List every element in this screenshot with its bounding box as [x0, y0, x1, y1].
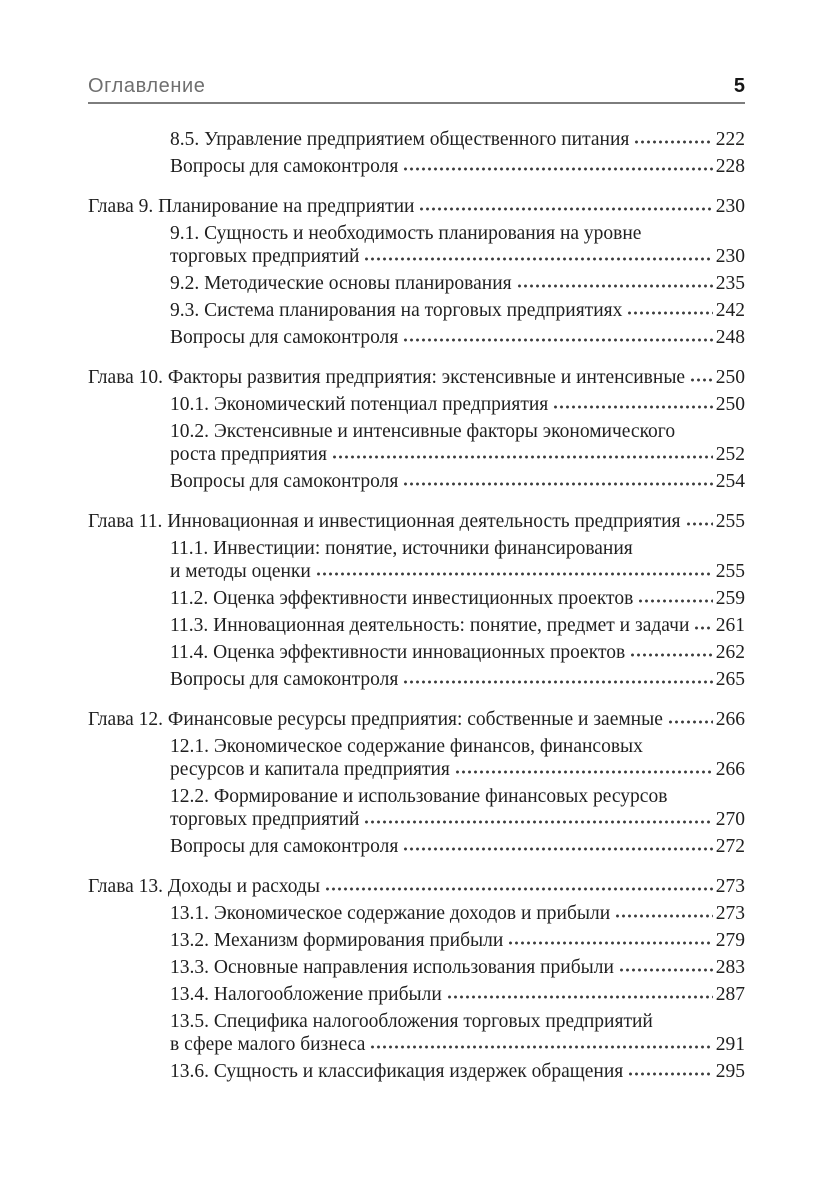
toc-entry-line: [170, 299, 745, 322]
dot-leader: [638, 598, 712, 604]
toc-entry-text: 13.3. Основные направления использования прибыли: [170, 957, 614, 978]
toc-entry-text: 11.3. Инновационная деятельность: понятие, предмет и задачи: [170, 615, 690, 636]
dot-leader: [668, 719, 713, 725]
toc-page-number: 261: [715, 615, 745, 636]
dot-leader: [403, 337, 712, 343]
toc-entry-line: [170, 537, 745, 560]
toc-entry-text: Вопросы для самоконтроля: [170, 327, 399, 348]
toc-entry-text: 12.1. Экономическое содержание финансов, финансовых: [170, 736, 643, 757]
toc-entry-line: [170, 668, 745, 691]
toc-page-number: 242: [715, 300, 745, 321]
toc-sub-entry: [88, 614, 745, 637]
toc-sub-entry: [88, 470, 745, 493]
toc-entry-text: Глава 12. Финансовые ресурсы предприятия: собственные и заемные: [88, 709, 663, 730]
toc-entry-line: [170, 956, 745, 979]
toc-sub-entry: [88, 902, 745, 925]
toc-entry-text: Вопросы для самоконтроля: [170, 669, 399, 690]
toc-page-number: 291: [715, 1034, 745, 1055]
toc-entry-line: [170, 560, 745, 583]
toc-entry-line: [170, 326, 745, 349]
toc-entry-text: 10.1. Экономический потенциал предприятия: [170, 394, 549, 415]
running-head-title: Оглавление: [88, 75, 206, 97]
toc-entry-text: 12.2. Формирование и использование финансовых ресурсов: [170, 786, 668, 807]
toc-sub-entry: [88, 1010, 745, 1056]
toc-entry-line: [170, 614, 745, 637]
toc-sub-entry: [88, 587, 745, 610]
dot-leader: [615, 913, 713, 919]
dot-leader: [325, 886, 713, 892]
dot-leader: [694, 625, 712, 631]
toc-entry-text: ресурсов и капитала предприятия: [170, 759, 450, 780]
toc-page-number: 255: [715, 511, 745, 532]
toc-entry-line: [170, 420, 745, 443]
toc-entry-line: [170, 470, 745, 493]
toc-page-number: 250: [715, 394, 745, 415]
toc-entry-line: [170, 929, 745, 952]
toc-entry-line: [170, 785, 745, 808]
toc-page-number: 248: [715, 327, 745, 348]
dot-leader: [553, 404, 712, 410]
page-header: [88, 74, 745, 104]
toc-entry-line: [170, 1060, 745, 1083]
toc-sub-entry: [88, 420, 745, 466]
toc-entry-text: 9.1. Сущность и необходимость планирования на уровне: [170, 223, 642, 244]
dot-leader: [517, 283, 713, 289]
toc-entry-text: и методы оценки: [170, 561, 311, 582]
toc-entry-text: роста предприятия: [170, 444, 327, 465]
toc-page-number: 279: [715, 930, 745, 951]
toc-page-number: 262: [715, 642, 745, 663]
dot-leader: [447, 994, 713, 1000]
toc-sub-entry: [88, 835, 745, 858]
dot-leader: [403, 846, 712, 852]
toc-entry-text: 11.2. Оценка эффективности инвестиционных проектов: [170, 588, 634, 609]
dot-leader: [316, 571, 713, 577]
toc-page-number: 259: [715, 588, 745, 609]
toc-entry-text: Вопросы для самоконтроля: [170, 836, 399, 857]
dot-leader: [630, 652, 713, 658]
toc-sub-entry: [88, 537, 745, 583]
toc-chapter-entry: [88, 195, 745, 218]
toc-entry-line: [170, 245, 745, 268]
toc-page-number: 272: [715, 836, 745, 857]
toc-sub-entry: [88, 326, 745, 349]
toc-sub-entry: [88, 929, 745, 952]
toc-entry-text: 11.4. Оценка эффективности инновационных проектов: [170, 642, 626, 663]
toc-entry-text: 8.5. Управление предприятием общественного питания: [170, 129, 630, 150]
dot-leader: [508, 940, 712, 946]
toc-entry-line: [170, 393, 745, 416]
toc-entry-text: 13.1. Экономическое содержание доходов и прибыли: [170, 903, 611, 924]
toc-sub-entry: [88, 393, 745, 416]
page-number-header: 5: [733, 75, 745, 97]
toc-entry-text: 9.2. Методические основы планирования: [170, 273, 512, 294]
toc-page-number: 222: [715, 129, 745, 150]
table-of-contents: [88, 128, 745, 1083]
toc-page-number: 254: [715, 471, 745, 492]
toc-entry-text: Глава 13. Доходы и расходы: [88, 876, 320, 897]
toc-entry-line: [170, 587, 745, 610]
toc-sub-entry: [88, 222, 745, 268]
dot-leader: [364, 819, 712, 825]
dot-leader: [455, 769, 713, 775]
toc-page-number: 295: [715, 1061, 745, 1082]
toc-entry-line: [170, 983, 745, 1006]
toc-page-number: 252: [715, 444, 745, 465]
toc-page-number: 266: [715, 759, 745, 780]
toc-entry-text: 13.6. Сущность и классификация издержек обращения: [170, 1061, 624, 1082]
toc-sub-entry: [88, 668, 745, 691]
dot-leader: [403, 166, 712, 172]
toc-chapter-entry: [88, 875, 745, 898]
toc-chapter-entry: [88, 708, 745, 731]
toc-entry-text: 11.1. Инвестиции: понятие, источники финансирования: [170, 538, 633, 559]
toc-page-number: 255: [715, 561, 745, 582]
toc-entry-line: [170, 155, 745, 178]
dot-leader: [628, 1071, 713, 1077]
toc-entry-text: Глава 11. Инновационная и инвестиционная деятельность предприятия: [88, 511, 681, 532]
toc-entry-text: Глава 9. Планирование на предприятии: [88, 196, 415, 217]
dot-leader: [364, 256, 712, 262]
toc-page-number: 273: [715, 876, 745, 897]
toc-entry-text: Вопросы для самоконтроля: [170, 156, 399, 177]
dot-leader: [419, 206, 712, 212]
toc-page-number: 270: [715, 809, 745, 830]
dot-leader: [619, 967, 713, 973]
toc-sub-entry: [88, 641, 745, 664]
toc-entry-text: 10.2. Экстенсивные и интенсивные факторы экономического: [170, 421, 676, 442]
toc-entry-line: [170, 641, 745, 664]
toc-entry-line: [88, 708, 745, 731]
toc-page-number: 250: [715, 367, 745, 388]
toc-entry-text: 13.4. Налогообложение прибыли: [170, 984, 442, 1005]
toc-entry-text: 9.3. Система планирования на торговых предприятиях: [170, 300, 623, 321]
toc-entry-text: Вопросы для самоконтроля: [170, 471, 399, 492]
toc-sub-entry: [88, 1060, 745, 1083]
toc-entry-text: в сфере малого бизнеса: [170, 1034, 366, 1055]
toc-page-number: 266: [715, 709, 745, 730]
toc-page-number: 235: [715, 273, 745, 294]
dot-leader: [403, 481, 712, 487]
dot-leader: [332, 454, 713, 460]
toc-chapter-entry: [88, 510, 745, 533]
toc-sub-entry: [88, 983, 745, 1006]
toc-entry-line: [170, 758, 745, 781]
toc-entry-text: 13.2. Механизм формирования прибыли: [170, 930, 504, 951]
toc-entry-line: [170, 1010, 745, 1033]
toc-entry-line: [170, 128, 745, 151]
toc-entry-line: [170, 735, 745, 758]
toc-page-number: 273: [715, 903, 745, 924]
toc-entry-line: [170, 222, 745, 245]
toc-chapter-entry: [88, 366, 745, 389]
toc-page-number: 265: [715, 669, 745, 690]
toc-entry-text: 13.5. Специфика налогообложения торговых предприятий: [170, 1011, 653, 1032]
toc-entry-text: Глава 10. Факторы развития предприятия: экстенсивные и интенсивные: [88, 367, 686, 388]
toc-entry-line: [88, 195, 745, 218]
toc-sub-entry: [88, 785, 745, 831]
toc-page-number: 230: [715, 246, 745, 267]
toc-entry-line: [170, 1033, 745, 1056]
toc-page-number: 228: [715, 156, 745, 177]
toc-entry-line: [88, 366, 745, 389]
dot-leader: [403, 679, 712, 685]
toc-entry-text: торговых предприятий: [170, 246, 360, 267]
toc-entry-line: [170, 443, 745, 466]
toc-sub-entry: [88, 128, 745, 151]
toc-page-number: 283: [715, 957, 745, 978]
dot-leader: [690, 377, 713, 383]
toc-sub-entry: [88, 735, 745, 781]
toc-entry-line: [170, 272, 745, 295]
toc-entry-line: [170, 902, 745, 925]
dot-leader: [370, 1044, 712, 1050]
toc-entry-line: [170, 835, 745, 858]
toc-sub-entry: [88, 272, 745, 295]
toc-entry-text: торговых предприятий: [170, 809, 360, 830]
toc-sub-entry: [88, 299, 745, 322]
toc-page-number: 287: [715, 984, 745, 1005]
toc-entry-line: [88, 875, 745, 898]
toc-sub-entry: [88, 155, 745, 178]
toc-entry-line: [88, 510, 745, 533]
toc-sub-entry: [88, 956, 745, 979]
toc-entry-line: [170, 808, 745, 831]
dot-leader: [686, 521, 713, 527]
toc-page-number: 230: [715, 196, 745, 217]
dot-leader: [634, 139, 712, 145]
dot-leader: [627, 310, 712, 316]
